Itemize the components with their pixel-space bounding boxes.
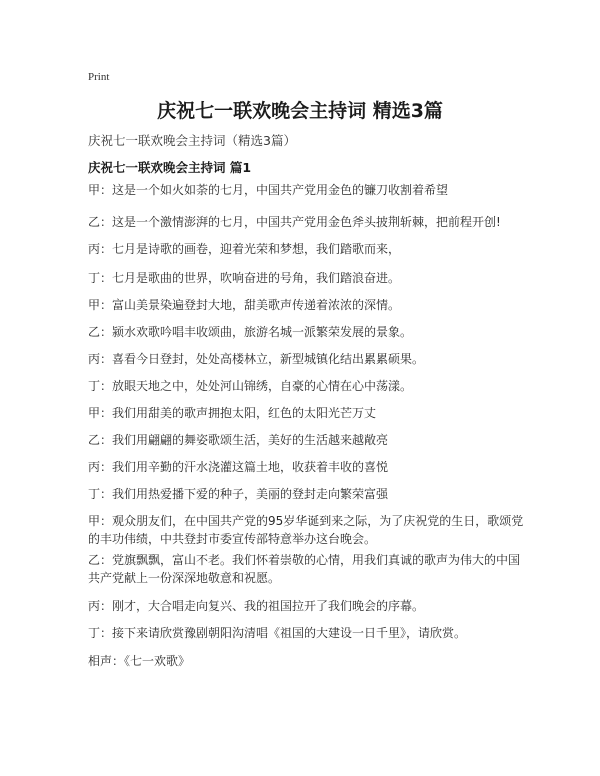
paragraph: 丁：接下来请欣赏豫剧朝阳沟清唱《祖国的大建设一日千里》，请欣赏。	[88, 626, 467, 640]
paragraph: 乙：这是一个激情澎湃的七月，中国共产党用金色斧头披荆斩棘，把前程开创!	[88, 215, 501, 229]
section-heading: 庆祝七一联欢晚会主持词 篇1	[88, 160, 252, 175]
paragraph: 丙：七月是诗歌的画卷，迎着光荣和梦想，我们踏歌而来，	[88, 242, 401, 256]
print-label[interactable]: Print	[88, 71, 110, 83]
paragraph: 丙：我们用辛勤的汗水浇灌这篇土地，收获着丰收的喜悦	[88, 460, 389, 474]
paragraph: 甲：这是一个如火如荼的七月，中国共产党用金色的镰刀收割着希望	[88, 183, 449, 197]
paragraph: 丁：七月是歌曲的世界，吹响奋进的号角，我们踏浪奋进。	[88, 271, 401, 285]
paragraph: 丁：我们用热爱播下爱的种子，美丽的登封走向繁荣富强	[88, 487, 389, 501]
paragraph: 相声：《七一欢歌》	[88, 654, 191, 668]
paragraph: 丁：放眼天地之中，处处河山锦绣，自豪的心情在心中荡漾。	[88, 379, 413, 393]
paragraph: 甲：富山美景染遍登封大地，甜美歌声传递着浓浓的深情。	[88, 298, 401, 312]
paragraph: 丙：喜看今日登封，处处高楼林立，新型城镇化结出累累硕果。	[88, 352, 425, 366]
paragraph: 乙：颍水欢歌吟唱丰收颂曲，旅游名城一派繁荣发展的景象。	[88, 325, 413, 339]
paragraph: 乙：我们用翩翩的舞姿歌颂生活，美好的生活越来越敞亮	[88, 433, 389, 447]
paragraph: 甲：观众朋友们，在中国共产党的95岁华诞到来之际，为了庆祝党的生日，歌颂党的丰功伟绩，中共登封市委宣传部特意举办这台晚会。	[88, 514, 524, 546]
paragraph: 甲：我们用甜美的歌声拥抱太阳，红色的太阳光芒万丈	[88, 406, 377, 420]
paragraph: 丙：刚才，大合唱走向复兴、我的祖国拉开了我们晚会的序幕。	[88, 599, 425, 613]
document-subtitle: 庆祝七一联欢晚会主持词（精选3篇）	[88, 133, 296, 148]
paragraph: 乙：党旗飘飘，富山不老。我们怀着崇敬的心情，用我们真诚的歌声为伟大的中国共产党献上一份深深地敬意和祝愿。	[88, 553, 521, 585]
page-title: 庆祝七一联欢晚会主持词 精选3篇	[157, 100, 443, 122]
